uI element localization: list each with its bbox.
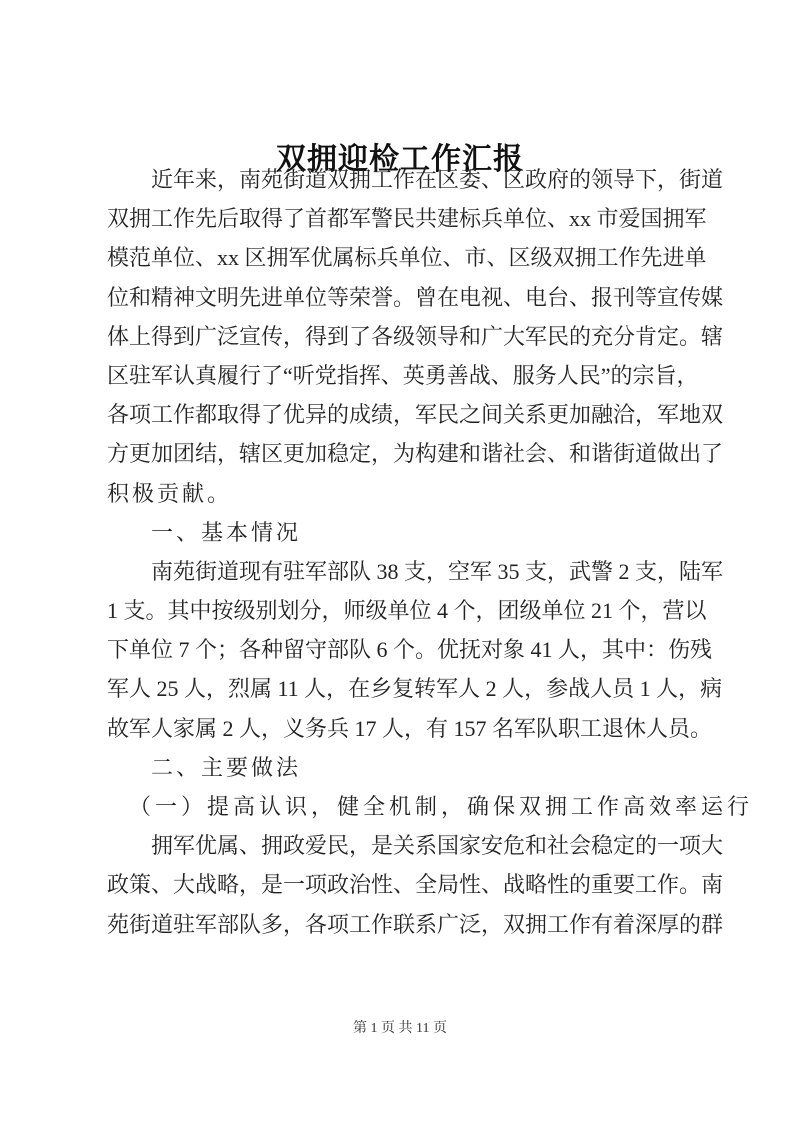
paragraph-line: 故军人家属 2 人，义务兵 17 人，有 157 名军队职工退休人员。: [107, 715, 713, 741]
paragraph-line: 模范单位、xx 区拥军优属标兵单位、市、区级双拥工作先进单: [107, 245, 707, 271]
page-number-footer: 第 1 页 共 11 页: [353, 1021, 447, 1036]
paragraph-line: 1 支。其中按级别划分，师级单位 4 个，团级单位 21 个，营以: [107, 598, 707, 624]
paragraph-line: 积极贡献。: [107, 480, 233, 506]
paragraph-line: 方更加团结，辖区更加稳定，为构建和谐社会、和谐街道做出了: [107, 441, 724, 467]
paragraph-line: 南苑街道现有驻军部队 38 支，空军 35 支，武警 2 支，陆军: [151, 558, 724, 584]
document-title: 双拥迎检工作汇报: [276, 143, 524, 176]
subsection-heading: （一）提高认识，健全机制，确保双拥工作高效率运行: [129, 794, 754, 819]
paragraph-line: 下单位 7 个；各种留守部队 6 个。优抚对象 41 人，其中：伤残: [107, 637, 713, 663]
paragraph-line: 区驻军认真履行了“听党指挥、英勇善战、服务人民”的宗旨，: [107, 362, 699, 388]
paragraph-line: 苑街道驻军部队多，各项工作联系广泛，双拥工作有着深厚的群: [107, 911, 724, 937]
paragraph-line: 各项工作都取得了优异的成绩，军民之间关系更加融洽，军地双: [107, 402, 724, 428]
paragraph-line: 政策、大战略，是一项政治性、全局性、战略性的重要工作。南: [107, 872, 724, 898]
section-heading: 一、基本情况: [151, 519, 302, 545]
paragraph-line: 军人 25 人，烈属 11 人，在乡复转军人 2 人，参战人员 1 人，病: [107, 676, 723, 702]
paragraph-line: 双拥工作先后取得了首都军警民共建标兵单位、xx 市爱国拥军: [107, 206, 707, 232]
paragraph-line: 近年来，南苑街道双拥工作在区委、区政府的领导下，街道: [151, 167, 724, 192]
paragraph-line: 位和精神文明先进单位等荣誉。曾在电视、电台、报刊等宣传媒: [107, 284, 724, 310]
paragraph-line: 体上得到广泛宣传，得到了各级领导和广大军民的充分肯定。辖: [107, 323, 724, 349]
paragraph-line: 拥军优属、拥政爱民，是关系国家安危和社会稳定的一项大: [151, 833, 724, 859]
section-heading: 二、主要做法: [151, 754, 302, 780]
document-body: [107, 160, 754, 944]
